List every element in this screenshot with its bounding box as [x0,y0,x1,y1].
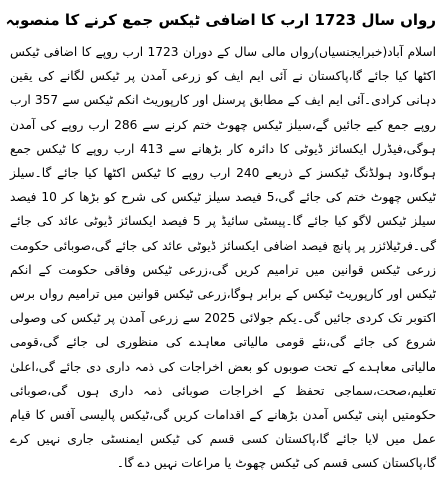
article-headline: رواں سال 1723 ارب کا اضافی ٹیکس جمع کرنے کا منصوبہ [5,11,436,29]
article-body: اسلام آباد(خبرایجنسیاں)رواں مالی سال کے دوران 1723 ارب روپے کا اضافی ٹیکس اکٹھا کیا جائے گا،پاکستان نے آئی ایم ایف کو زرعی آمدن پر ٹیکس لگانے کی یقین دہانی کرادی۔آئی ایم ایف کے مطابق پرسنل اور کارپوریٹ انکم ٹیکس سے 357 ارب روپے جمع کیے جائیں گے،سیلز ٹیکس چھوٹ ختم کرنے سے 286 ارب روپے کی آمدن ہوگی،فیڈرل ایکسائز ڈیوٹی کا دائرہ کار بڑھانے سے 413 ارب روپے کا ٹیکس جمع ہوگا،ود ہولڈنگ ٹیکسز کے ذریعے 240 ارب روپے کا ٹیکس اکٹھا کیا جائے گا۔سیلز ٹیکس چھوٹ ختم کی جائے گی،5 فیصد سیلز ٹیکس کی شرح کو بڑھا کر 10 فیصد سیلز ٹیکس لاگو کیا جائے گا۔پیسٹی سائیڈ پر 5 فیصد ایکسائز ڈیوٹی عائد کی جائے گی۔فرٹیلائزر پر پانچ فیصد اضافی ایکسائز ڈیوٹی عائد کی جائے گی،صوبائی حکومت زرعی ٹیکس قوانین میں ترامیم کریں گی،زرعی ٹیکس وفاقی حکومت کے انکم ٹیکس اور کارپوریٹ ٹیکس کے برابر ہوگا،زرعی ٹیکس قوانین میں ترامیم رواں برس اکتوبر تک کردی جائیں گی۔یکم جولائی 2025 سے زرعی آمدن پر ٹیکس کی وصولی شروع کی جائے گی،نئے قومی مالیاتی معاہدے کی منظوری لی جائے گی،قومی مالیاتی معاہدے کے تحت صوبوں کو بعض اخراجات کی ذمہ داری دی جائے گی،اعلیٰ تعلیم،صحت،سماجی تحفظ کے اخراجات صوبائی ذمہ داری ہوں گی،صوبائی حکومتیں اپنی ٹیکس آمدن بڑھانے کے اقدامات کریں گی،ٹیکس پالیسی آفس کا قیام عمل میں لایا جائے گا،پاکستان کسی قسم کی ٹیکس ایمنسٹی جاری نہیں کرے گا،پاکستان کسی قسم کی ٹیکس چھوٹ یا مراعات نہیں دے گا۔ [10,45,437,471]
